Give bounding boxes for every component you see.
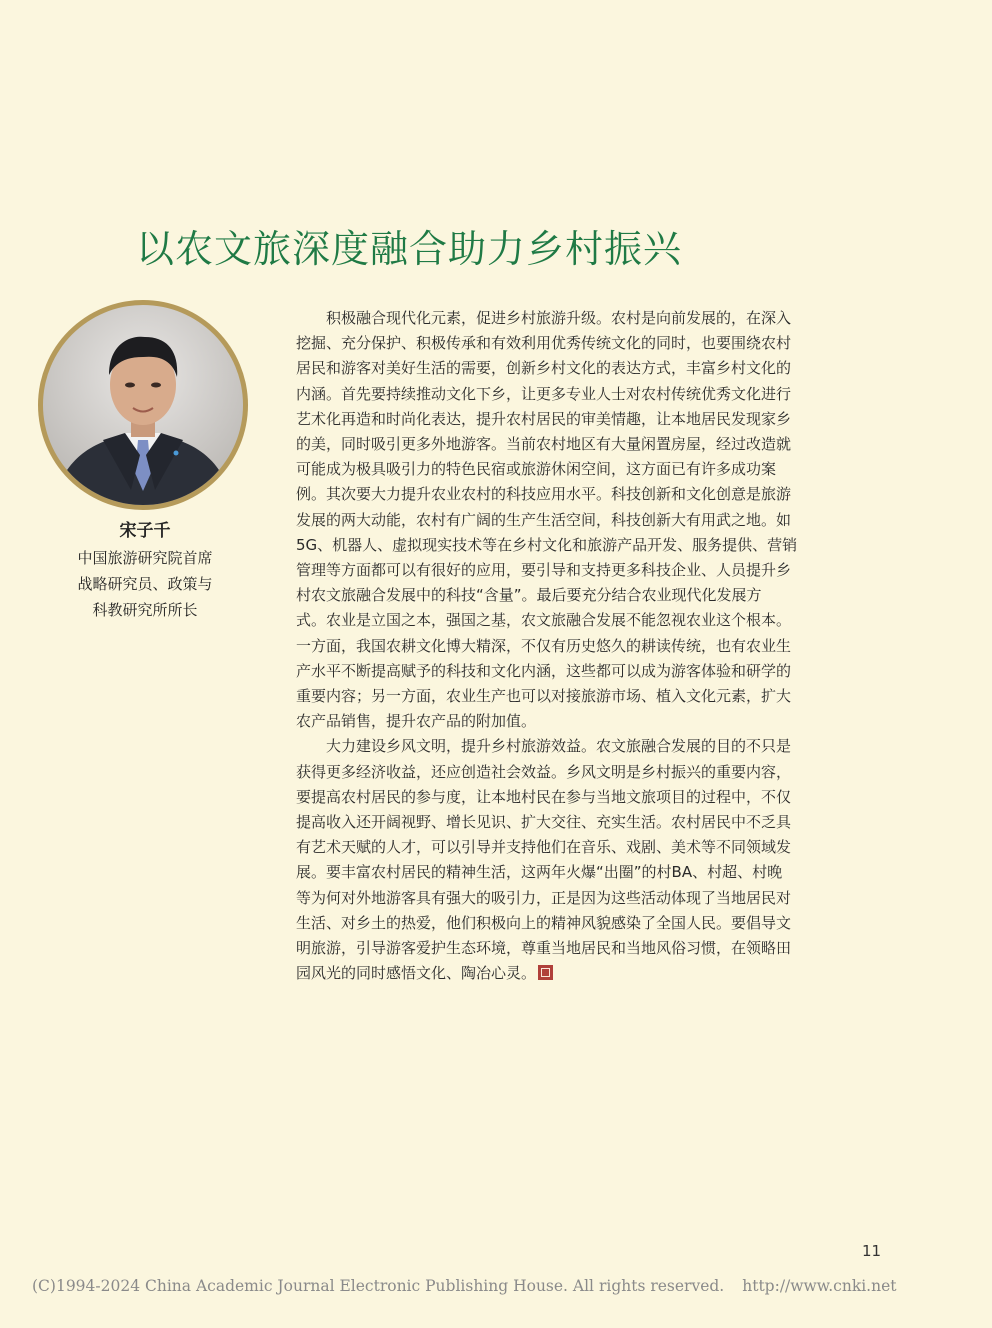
text-line: 的美，同时吸引更多外地游客。当前农村地区有大量闲置房屋，经过改造就 (296, 435, 792, 454)
text-line: 居民和游客对美好生活的需要，创新乡村文化的表达方式，丰富乡村文化的 (296, 359, 792, 378)
article-paragraph (296, 734, 830, 986)
copyright-text: (C)1994-2024 China Academic Journal Electronic Publishing House. All rights reserved. (32, 1277, 725, 1295)
text-line: 要提高农村居民的参与度，让本地村民在参与当地文旅项目的过程中，不仅 (296, 787, 792, 806)
text-line: 管理等方面都可以有很好的应用，要引导和支持更多科技企业、人员提升乡 (296, 561, 792, 580)
text-line: 提高收入还开阔视野、增长见识、扩大交往、充实生活。农村居民中不乏具 (296, 813, 792, 832)
text-line: 可能成为极具吸引力的特色民宿或旅游休闲空间，这方面已有许多成功案 (296, 460, 777, 479)
text-line: 挖掘、充分保护、积极传承和有效利用优秀传统文化的同时，也要围绕农村 (296, 334, 792, 353)
text-line: 5G、机器人、虚拟现实技术等在乡村文化和旅游产品开发、服务提供、营销 (296, 535, 798, 554)
article-title: 以农文旅深度融合助力乡村振兴 (136, 227, 683, 271)
text-line: 艺术化再造和时尚化表达，提升农村居民的审美情趣，让本地居民发现家乡 (296, 409, 792, 428)
text-line: 重要内容；另一方面，农业生产也可以对接旅游市场、植入文化元素，扩大 (296, 687, 792, 706)
author-title-line: 战略研究员、政策与 (77, 575, 213, 593)
author-title-line: 中国旅游研究院首席 (77, 549, 213, 567)
text-line: 一方面，我国农耕文化博大精深，不仅有历史悠久的耕读传统，也有农业生 (296, 636, 792, 655)
author-portrait (38, 300, 248, 510)
author-title-line: 科教研究所所长 (92, 601, 198, 619)
text-line: 获得更多经济收益，还应创造社会效益。乡风文明是乡村振兴的重要内容， (296, 762, 792, 781)
text-line: 生活、对乡土的热爱，他们积极向上的精神风貌感染了全国人民。要倡导文 (296, 913, 792, 932)
text-line: 园风光的同时感悟文化、陶冶心灵。 (296, 964, 537, 983)
text-line: 积极融合现代化元素，促进乡村旅游升级。农村是向前发展的，在深入 (326, 309, 792, 327)
end-seal-icon (538, 965, 553, 980)
text-line-last (296, 961, 830, 986)
text-line: 大力建设乡风文明，提升乡村旅游效益。农文旅融合发展的目的不只是 (326, 737, 792, 756)
article-paragraph (296, 306, 830, 734)
text-line: 例。其次要大力提升农业农村的科技应用水平。科技创新和文化创意是旅游 (296, 485, 792, 504)
author-photo (43, 305, 243, 505)
text-line: 明旅游，引导游客爱护生态环境，尊重当地居民和当地风俗习惯，在领略田 (296, 939, 792, 958)
article-body (296, 306, 830, 986)
text-line: 发展的两大动能，农村有广阔的生产生活空间，科技创新大有用武之地。如 (296, 510, 792, 529)
page-number: 11 (862, 1242, 882, 1260)
text-line: 式。农业是立国之本，强国之基，农文旅融合发展不能忽视农业这个根本。 (296, 611, 792, 630)
copyright-footer (32, 1277, 896, 1295)
text-line: 村农文旅融合发展中的科技“含量”。最后要充分结合农业现代化发展方 (296, 586, 762, 605)
text-line: 展。要丰富农村居民的精神生活，这两年火爆“出圈”的村BA、村超、村晚 (296, 863, 783, 882)
footer-url: http://www.cnki.net (742, 1277, 897, 1295)
text-line: 等为何对外地游客具有强大的吸引力，正是因为这些活动体现了当地居民对 (296, 888, 792, 907)
text-line: 内涵。首先要持续推动文化下乡，让更多专业人士对农村传统优秀文化进行 (296, 384, 792, 403)
text-line: 产水平不断提高赋予的科技和文化内涵，这些都可以成为游客体验和研学的 (296, 661, 792, 680)
author-name: 宋子千 (119, 521, 171, 541)
text-line: 有艺术天赋的人才，可以引导并支持他们在音乐、戏剧、美术等不同领域发 (296, 838, 792, 857)
text-line: 农产品销售，提升农产品的附加值。 (296, 712, 537, 731)
